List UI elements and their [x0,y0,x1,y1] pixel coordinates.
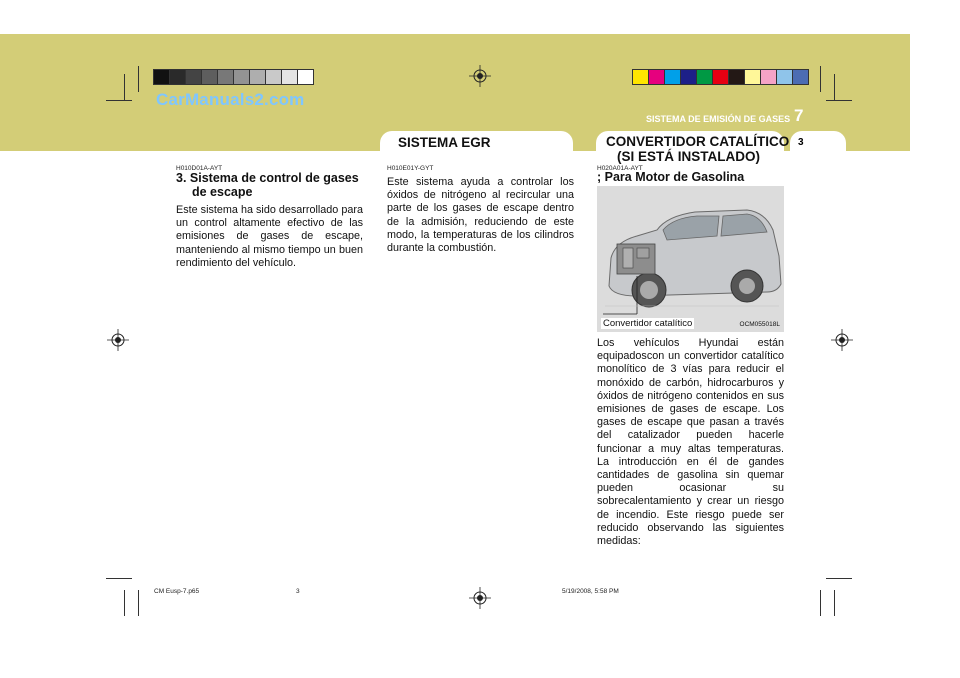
vehicle-illustration [597,186,784,332]
section-code: H010D01A-AYT [176,165,223,172]
figure-caption: Convertidor catalítico [603,318,693,329]
crop-mark [834,590,835,616]
section-heading-line1: 3. Sistema de control de gases [176,171,359,185]
registration-mark-icon [469,65,491,87]
page-number: 3 [798,137,804,148]
gasoline-heading: ; Para Motor de Gasolina [597,170,745,184]
figure-code: OCM055018L [739,321,780,328]
color-swatch [729,70,745,84]
registration-mark-icon [469,587,491,609]
color-swatch [202,70,218,84]
section-code: H020A01A-AYT [597,165,643,172]
color-swatch [697,70,713,84]
color-swatch [633,70,649,84]
crop-mark [138,66,139,92]
crop-mark [826,100,852,101]
car-illustration-icon [597,186,784,332]
crop-mark [820,66,821,92]
color-swatch [777,70,793,84]
crop-mark [106,100,132,101]
footer-page: 3 [296,588,300,595]
color-swatch [793,70,808,84]
registration-mark-icon [107,329,129,351]
color-swatch [665,70,681,84]
column1-body: Este sistema ha sido desarrollado para un control altamente efectivo de las emisiones de gases de escape, manteniendo al mismo tiempo un buen rendimiento del vehículo. [176,204,363,269]
section-label: SISTEMA DE EMISIÓN DE GASES [646,114,791,124]
crop-mark [124,590,125,616]
color-swatch [681,70,697,84]
gray-calibration-bar [153,69,314,85]
egr-title: SISTEMA EGR [398,135,491,150]
watermark[interactable]: CarManuals2.com [156,90,305,109]
section-heading-line2: de escape [192,185,253,199]
column3-body: Los vehículos Hyundai están equipadoscon un convertidor catalítico monolítico de 3 vías para reducir el monóxido de carbón, hidrocarburos y óxidos de nitrógeno contenidos en sus emisiones de gases de escape. Los gases de escape que pasan a través del catalizador pueden hacerle funcionar a muy altas temperaturas. La introducción en él de gandes cantidades de gasolina sin quemar pueden ocasionar su sobrecalentamiento y crear un riesgo de incendio. Este riesgo puede ser reducido observando las siguientes medidas: [597,337,784,548]
crop-mark [834,74,835,100]
color-swatch [282,70,298,84]
color-swatch [170,70,186,84]
color-swatch [649,70,665,84]
color-swatch [298,70,313,84]
footer-date: 5/19/2008, 5:58 PM [562,588,619,595]
color-swatch [761,70,777,84]
color-swatch [266,70,282,84]
color-swatch [218,70,234,84]
section-number: 7 [794,106,804,125]
crop-mark [820,590,821,616]
crop-mark [138,590,139,616]
footer-filename: CM Eusp-7.p65 [154,588,200,595]
color-swatch [234,70,250,84]
crop-mark [124,74,125,100]
registration-mark-icon [831,329,853,351]
column2-body: Este sistema ayuda a controlar los óxidos de nitrógeno al recircular una parte de los gases de escape dentro de la admisión, reduciendo de este modo, la temperaturas de los cilindros durante la combustión. [387,176,574,255]
crop-mark [826,578,852,579]
color-swatch [713,70,729,84]
color-swatch [154,70,170,84]
color-swatch [250,70,266,84]
color-calibration-bar [632,69,809,85]
color-swatch [186,70,202,84]
catalytic-title-line2: (SI ESTÁ INSTALADO) [617,149,760,164]
section-code: H010E01Y-GYT [387,165,434,172]
crop-mark [106,578,132,579]
color-swatch [745,70,761,84]
catalytic-title-line1: CONVERTIDOR CATALÍTICO [606,134,790,149]
